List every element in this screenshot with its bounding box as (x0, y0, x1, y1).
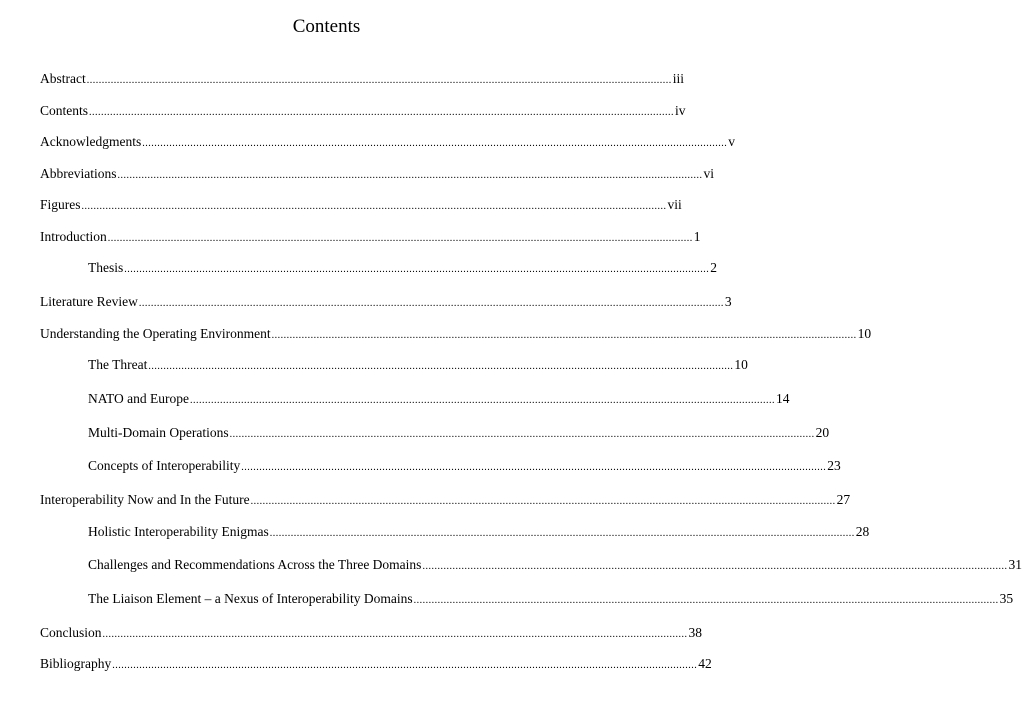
page-title: Contents (292, 16, 361, 37)
dot-leader: ................................................................................................................................................................................................... (117, 170, 703, 181)
dot-leader: ................................................................................................................................................................................................... (86, 75, 672, 86)
dot-leader: ................................................................................................................................................................................................... (241, 462, 827, 473)
toc-entry-title: Conclusion (40, 625, 102, 640)
toc-entry-page-number: 1 (693, 229, 701, 244)
toc-entry-title: Figures (40, 197, 81, 212)
toc-entry (40, 197, 682, 215)
toc-entry-page-number: 31 (1008, 557, 1022, 572)
toc-entry-title: Multi-Domain Operations (88, 425, 229, 440)
toc-entry-page-number: 14 (775, 391, 790, 406)
toc-entry-title: Understanding the Operating Environment (40, 326, 271, 341)
dot-leader: ................................................................................................................................................................................................... (112, 660, 698, 671)
toc-entry (40, 134, 735, 152)
dot-leader: ................................................................................................................................................................................................... (269, 528, 855, 539)
dot-leader: ................................................................................................................................................................................................... (422, 561, 1008, 572)
toc-entry (40, 625, 703, 643)
toc-entry-page-number: 2 (710, 260, 717, 275)
toc-entry (88, 591, 1014, 609)
toc-entry-page-number: 38 (688, 625, 703, 640)
toc-entry-title: Contents (40, 103, 89, 118)
dot-leader: ................................................................................................................................................................................................... (124, 264, 710, 275)
dot-leader: ................................................................................................................................................................................................... (89, 107, 675, 118)
dot-leader: ................................................................................................................................................................................................... (138, 298, 724, 309)
toc-entry-page-number: vii (667, 197, 682, 212)
toc-entry (40, 326, 872, 344)
dot-leader: ................................................................................................................................................................................................... (81, 201, 667, 212)
toc-entry (88, 458, 841, 476)
toc-entry-page-number: 35 (999, 591, 1014, 606)
dot-leader: ................................................................................................................................................................................................... (102, 629, 688, 640)
toc-entry-title: Concepts of Interoperability (88, 458, 241, 473)
dot-leader: ................................................................................................................................................................................................... (148, 361, 734, 372)
toc-entry-title: NATO and Europe (88, 391, 189, 406)
toc-entry (40, 492, 851, 510)
dot-leader: ................................................................................................................................................................................................... (142, 138, 728, 149)
toc-entry-page-number: 10 (734, 357, 748, 372)
dot-leader: ................................................................................................................................................................................................... (250, 496, 836, 507)
toc-entry-page-number: 28 (855, 524, 870, 539)
toc-entry (40, 103, 686, 121)
toc-entry-page-number: 20 (815, 425, 830, 440)
toc-entry-title: Acknowledgments (40, 134, 142, 149)
toc-entry-page-number: iv (675, 103, 686, 118)
toc-entry-page-number: 27 (836, 492, 851, 507)
toc-entry-title: Literature Review (40, 294, 138, 309)
toc-entry (88, 357, 748, 375)
toc-entry-page-number: vi (703, 166, 715, 181)
toc-entry-page-number: iii (672, 71, 684, 86)
toc-entry-page-number: 23 (827, 458, 841, 473)
toc-entry (40, 294, 732, 312)
dot-leader: ................................................................................................................................................................................................... (271, 330, 857, 341)
toc-entry-title: Introduction (40, 229, 107, 244)
toc-entry-page-number: 3 (724, 294, 732, 309)
dot-leader: ................................................................................................................................................................................................... (107, 233, 693, 244)
toc-entry-title: Abstract (40, 71, 86, 86)
dot-leader: ................................................................................................................................................................................................... (229, 429, 815, 440)
toc-entry (88, 425, 830, 443)
toc-entry (88, 391, 790, 409)
toc-entry (88, 524, 870, 542)
toc-entry (40, 166, 715, 184)
dot-leader: ................................................................................................................................................................................................... (189, 395, 775, 406)
toc-entry (88, 260, 717, 278)
dot-leader: ................................................................................................................................................................................................... (413, 595, 999, 606)
toc-entry (40, 71, 684, 89)
toc-entry-title: Abbreviations (40, 166, 117, 181)
toc-entry-title: The Liaison Element – a Nexus of Interoperability Domains (88, 591, 413, 606)
toc-entry-title: Bibliography (40, 656, 112, 671)
toc-entry-title: The Threat (88, 357, 148, 372)
toc-entry-title: Interoperability Now and In the Future (40, 492, 250, 507)
toc-entry (88, 557, 1022, 575)
toc-entry-title: Thesis (88, 260, 124, 275)
toc-entry (40, 229, 701, 247)
toc-entry-title: Challenges and Recommendations Across the Three Domains (88, 557, 422, 572)
toc-entry-title: Holistic Interoperability Enigmas (88, 524, 269, 539)
toc-entry-page-number: v (728, 134, 735, 149)
toc-entry-page-number: 10 (857, 326, 872, 341)
toc-entry (40, 656, 712, 674)
toc-entry-page-number: 42 (698, 656, 712, 671)
